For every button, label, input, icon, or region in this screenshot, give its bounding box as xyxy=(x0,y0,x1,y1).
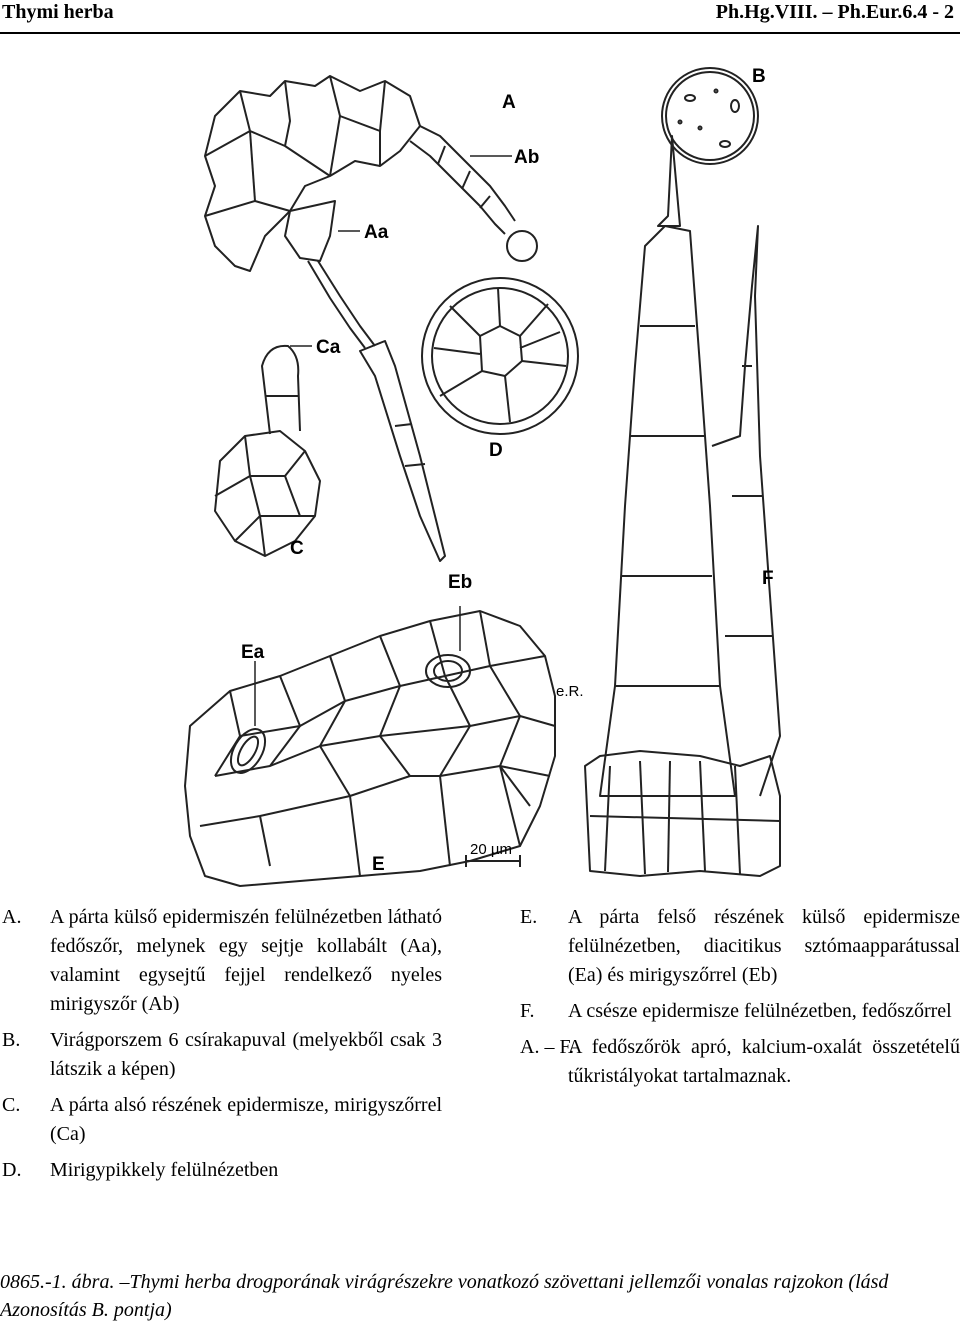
legend-key: A. xyxy=(2,906,22,928)
microscopy-figure xyxy=(0,36,960,896)
label-ab: Ab xyxy=(514,147,540,168)
header-rule xyxy=(0,32,960,34)
label-f: F xyxy=(762,568,774,589)
legend-item-d xyxy=(2,1156,442,1185)
legend-key: E. xyxy=(520,906,538,928)
legend-item-f xyxy=(520,997,960,1026)
legend-item-a-f xyxy=(520,1033,960,1091)
glandular-scale-d xyxy=(422,278,578,434)
page-header xyxy=(0,0,960,36)
label-c: C xyxy=(290,538,304,559)
pollen-grain-b xyxy=(662,68,758,164)
label-a: A xyxy=(502,92,516,113)
legend-text: A párta külső epidermiszén felülnézetben látható fedőszőr, melynek egy sejtje kollabált (Aa), valamint egysejtű fejjel rendelkező nyeles mirigyszőr (Ab) xyxy=(50,906,442,1015)
legend-left-column xyxy=(2,903,442,1192)
legend-key: D. xyxy=(2,1159,22,1181)
header-title: Thymi herba xyxy=(2,1,114,23)
legend-text: A csésze epidermisze felülnézetben, fedőszőrrel xyxy=(568,1000,952,1022)
signature: e.R. xyxy=(556,683,584,700)
legend-key: B. xyxy=(2,1029,21,1051)
legend-item-c xyxy=(2,1091,442,1149)
legend-key: A. – F. xyxy=(520,1036,574,1058)
legend-key: C. xyxy=(2,1094,21,1116)
header-reference: Ph.Hg.VIII. – Ph.Eur.6.4 - 2 xyxy=(715,1,954,23)
covering-hair-aa xyxy=(285,201,445,561)
label-eb: Eb xyxy=(448,572,473,593)
scale-bar-label: 20 µm xyxy=(470,841,512,858)
legend-item-b xyxy=(2,1026,442,1084)
figure-caption: 0865.-1. ábra. –Thymi herba drogporának virágrészekre vonatkozó szövettani jellemzői vonalas rajzokon (lásd Azonosítás B. pontja) xyxy=(0,1271,889,1321)
legend-text: A fedőszőrök apró, kalcium-oxalát összetételű tűkristályokat tartalmaznak. xyxy=(568,1036,960,1087)
calyx-hairs-f xyxy=(585,136,780,876)
label-b: B xyxy=(752,66,766,87)
legend-key: F. xyxy=(520,1000,535,1022)
legend-text: Virágporszem 6 csírakapuval (melyekből csak 3 látszik a képen) xyxy=(50,1029,442,1080)
legend-text: Mirigypikkely felülnézetben xyxy=(50,1159,279,1181)
label-ea: Ea xyxy=(241,642,265,663)
label-d: D xyxy=(489,440,503,461)
legend-text: A párta felső részének külső epidermisze felülnézetben, diacitikus sztómaapparátussal (Ea) és mirigyszőrrel (Eb) xyxy=(568,906,960,986)
figure-drawing xyxy=(0,36,960,896)
label-ca: Ca xyxy=(316,337,341,358)
legend-text: A párta alsó részének epidermisze, mirigyszőrrel (Ca) xyxy=(50,1094,442,1145)
figure-labels xyxy=(241,66,774,875)
legend-item-e xyxy=(520,903,960,990)
epidermis-cells-c xyxy=(215,346,320,556)
legend-right-column xyxy=(520,903,960,1098)
label-e: E xyxy=(372,854,385,875)
legend-item-a xyxy=(2,903,442,1019)
label-aa: Aa xyxy=(364,222,389,243)
